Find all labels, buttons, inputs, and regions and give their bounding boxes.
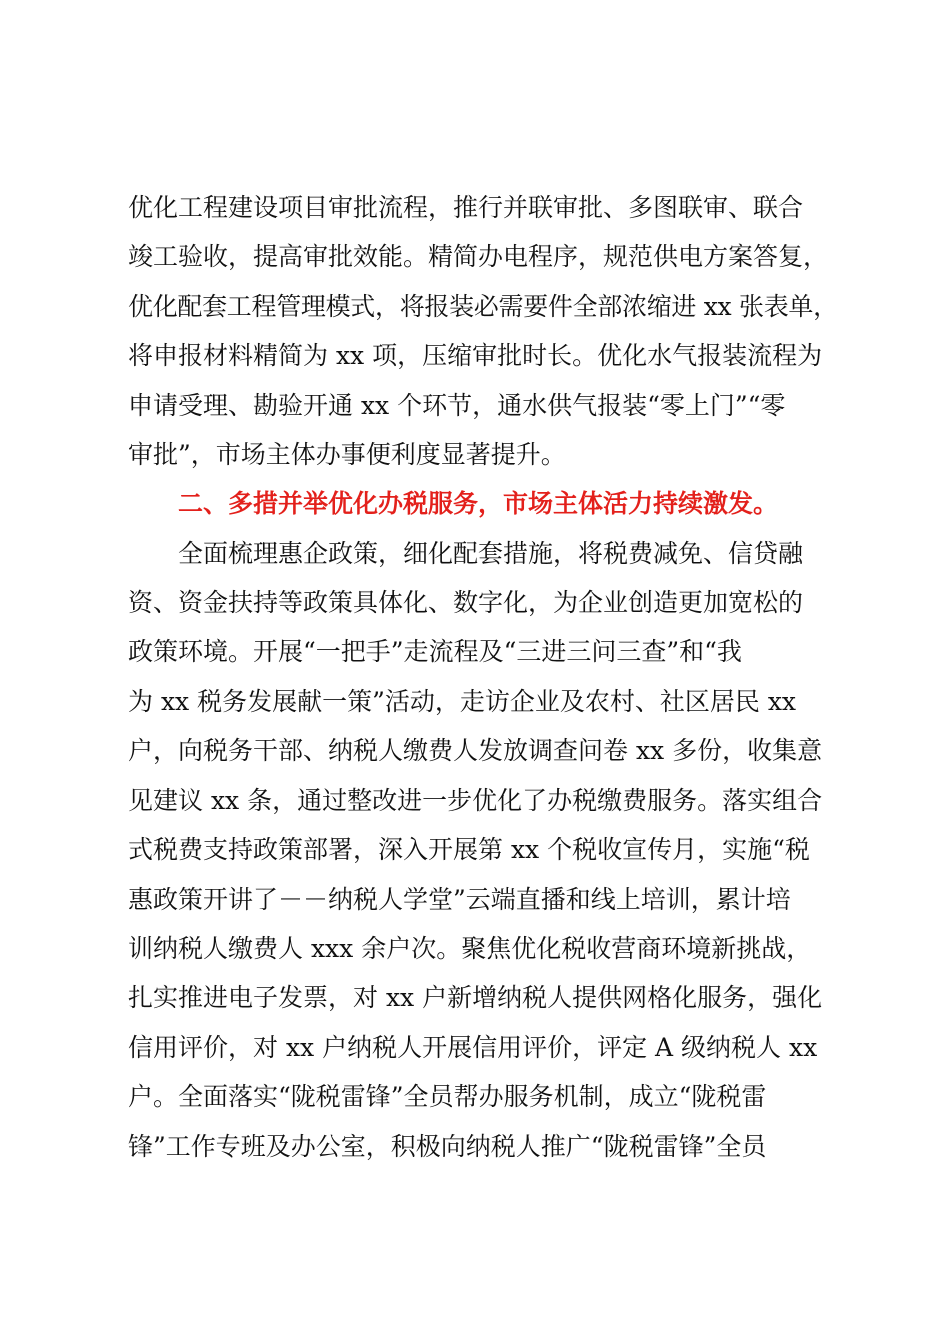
paragraph-line: 式税费支持政策部署，深入开展第 xx 个税收宣传月，实施“税 bbox=[128, 835, 810, 864]
paragraph-line: 全面梳理惠企政策，细化配套措施，将税费减免、信贷融 bbox=[128, 539, 804, 568]
paragraph-line: 惠政策开讲了－－纳税人学堂”云端直播和线上培训，累计培 bbox=[128, 885, 791, 914]
paragraph-line: 审批”，市场主体办事便利度显著提升。 bbox=[128, 440, 566, 469]
paragraph-line: 优化配套工程管理模式，将报装必需要件全部浓缩进 xx 张表单， bbox=[128, 292, 838, 321]
paragraph-line: 训纳税人缴费人 xxx 余户次。聚焦优化税收营商环境新挑战， bbox=[128, 934, 812, 963]
section-heading: 二、多措并举优化办税服务，市场主体活力持续激发。 bbox=[178, 489, 779, 518]
paragraph-line: 锋”工作专班及办公室，积极向纳税人推广“陇税雷锋”全员 bbox=[128, 1132, 767, 1161]
paragraph-line: 信用评价，对 xx 户纳税人开展信用评价，评定 A 级纳税人 xx bbox=[128, 1033, 818, 1062]
paragraph-line: 资、资金扶持等政策具体化、数字化，为企业创造更加宽松的 bbox=[128, 588, 804, 617]
paragraph-line: 户，向税务干部、纳税人缴费人发放调查问卷 xx 多份，收集意 bbox=[128, 736, 823, 765]
paragraph-line: 户。全面落实“陇税雷锋”全员帮办服务机制，成立“陇税雷 bbox=[128, 1082, 767, 1111]
paragraph-line: 优化工程建设项目审批流程，推行并联审批、多图联审、联合 bbox=[128, 193, 804, 222]
paragraph-line: 申请受理、勘验开通 xx 个环节，通水供气报装“零上门”“零 bbox=[128, 391, 786, 420]
paragraph-line: 政策环境。开展“一把手”走流程及“三进三问三查”和“我 bbox=[128, 637, 742, 666]
paragraph-line: 竣工验收，提高审批效能。精简办电程序，规范供电方案答复， bbox=[128, 242, 829, 271]
paragraph-line: 为 xx 税务发展献一策”活动，走访企业及农村、社区居民 xx bbox=[128, 687, 797, 716]
paragraph-line: 见建议 xx 条，通过整改进一步优化了办税缴费服务。落实组合 bbox=[128, 786, 823, 815]
paragraph-line: 扎实推进电子发票，对 xx 户新增纳税人提供网格化服务，强化 bbox=[128, 983, 823, 1012]
paragraph-line: 将申报材料精简为 xx 项，压缩审批时长。优化水气报装流程为 bbox=[128, 341, 823, 370]
